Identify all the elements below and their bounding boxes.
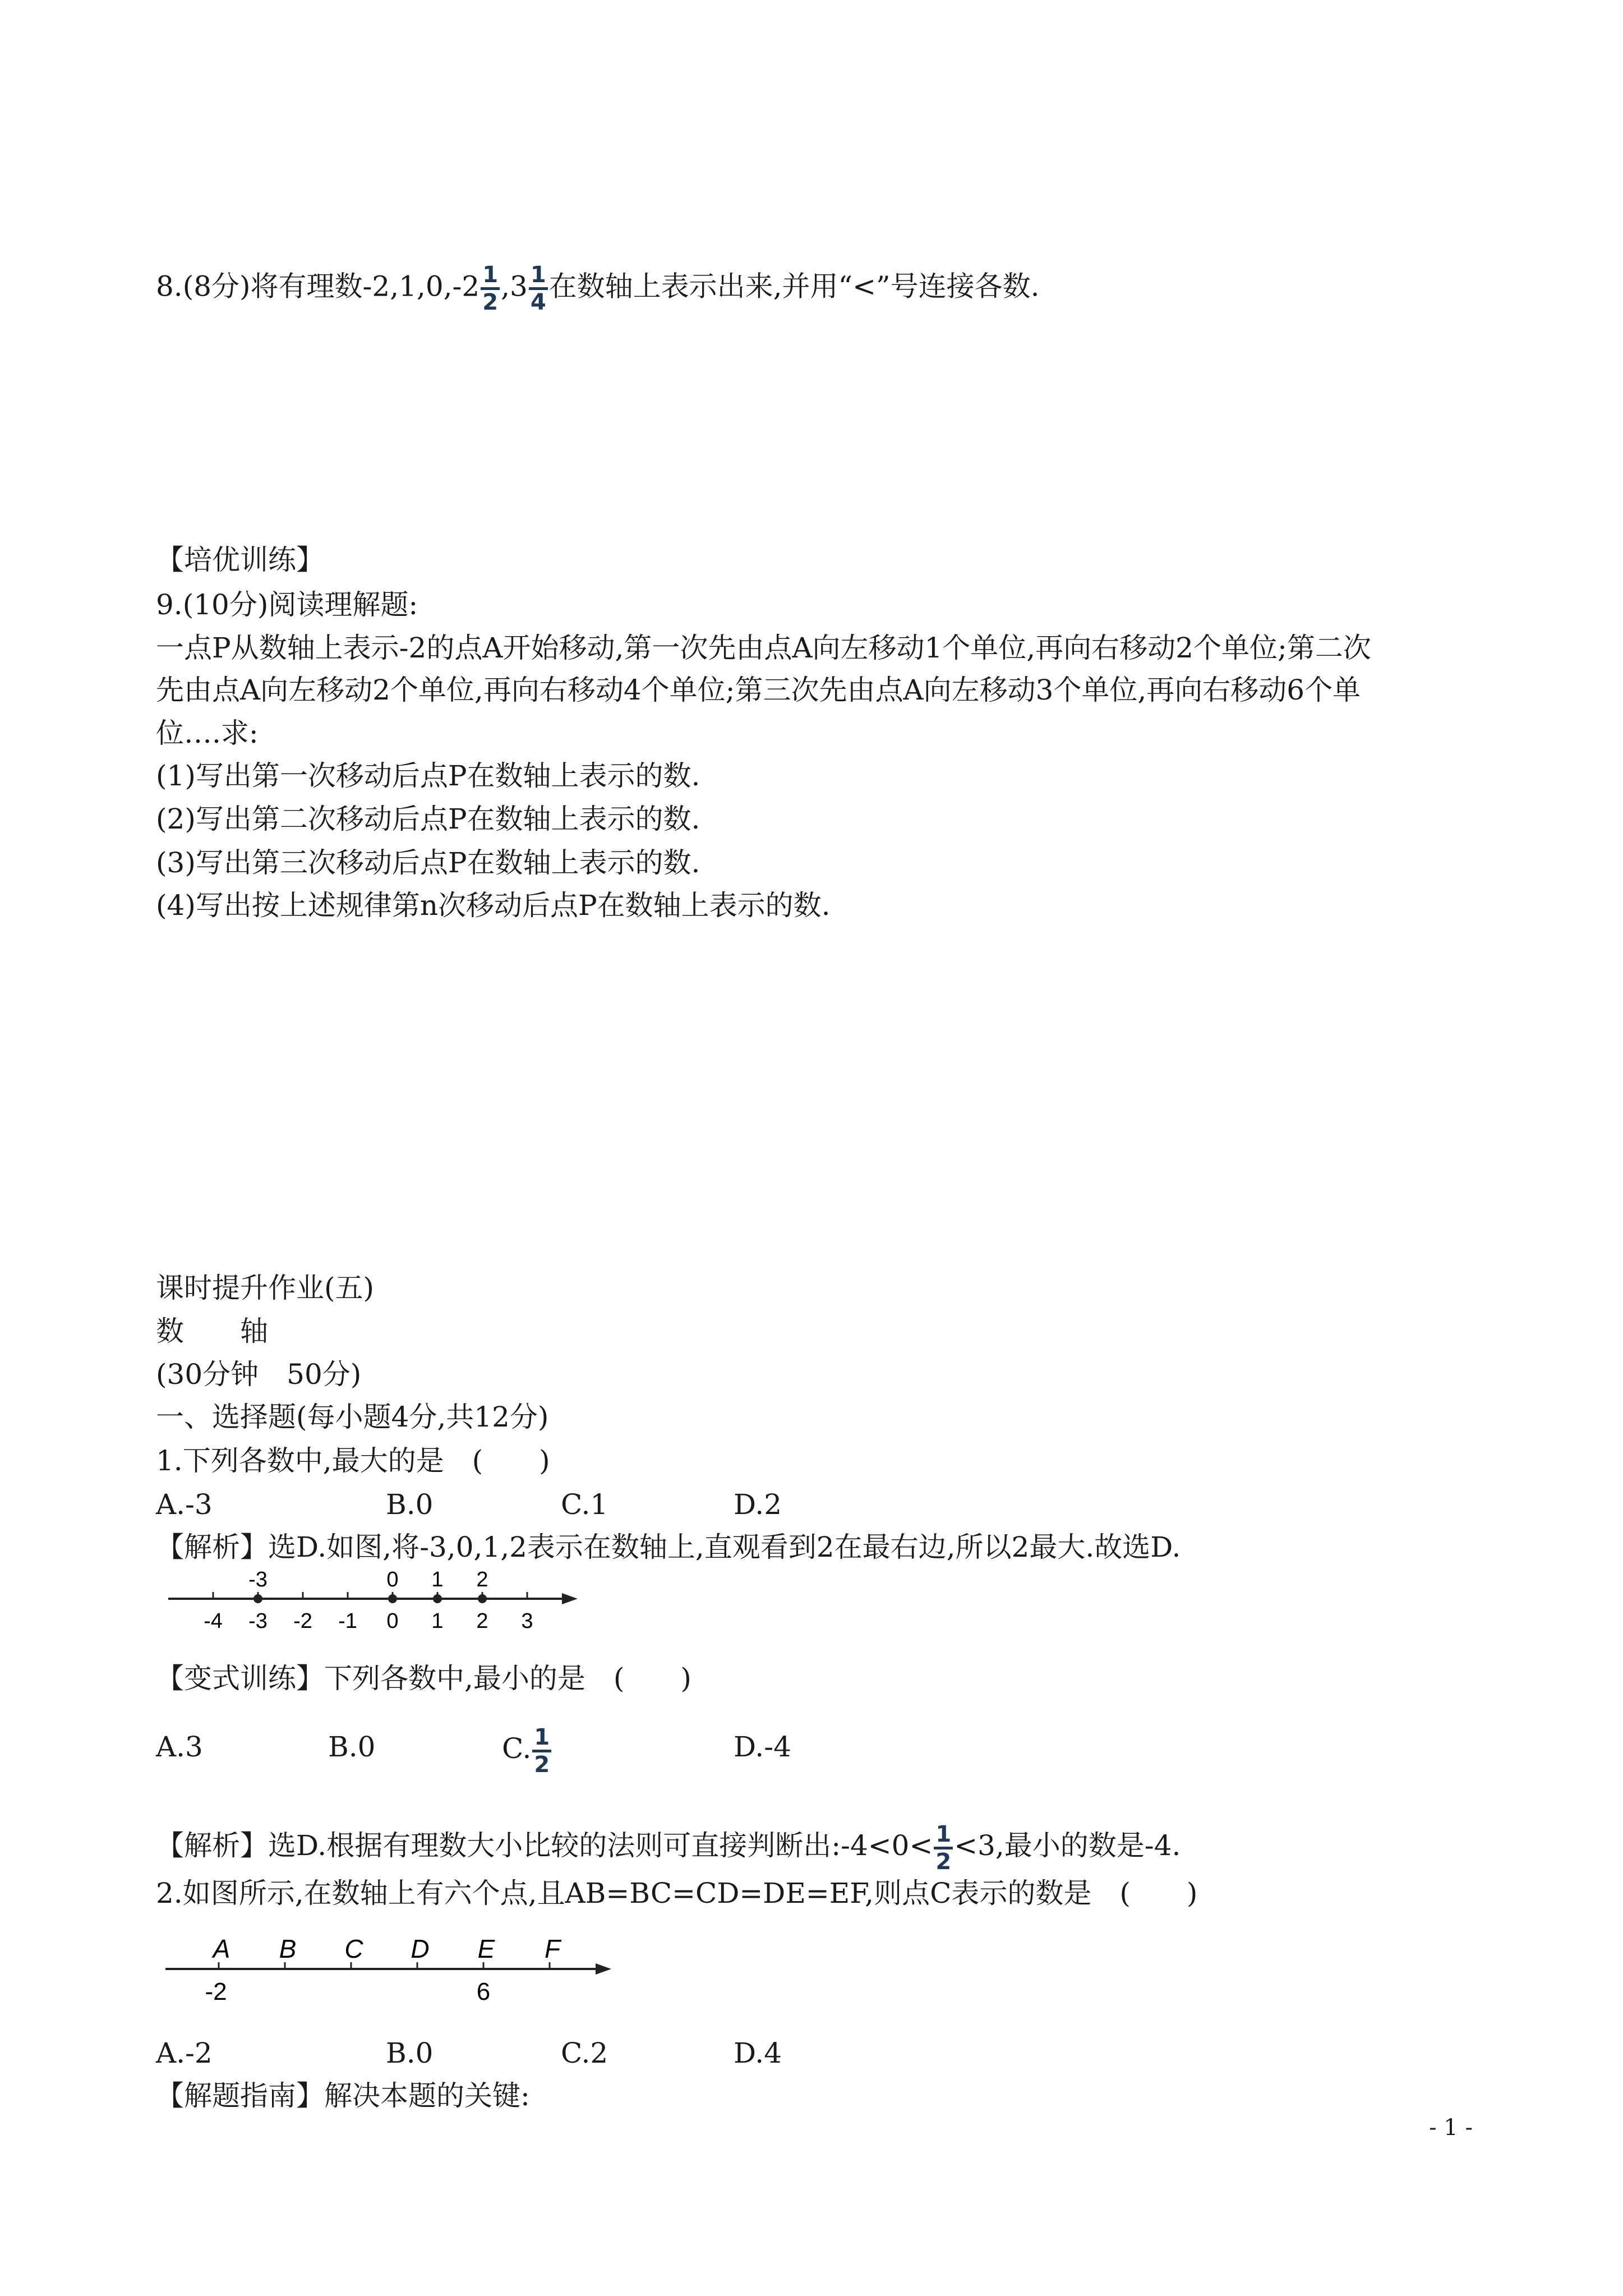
point-label-e: E xyxy=(477,1934,495,1963)
q9-body-3: 位….求: xyxy=(156,717,259,749)
q9-part-4: (4)写出按上述规律第n次移动后点P在数轴上表示的数. xyxy=(156,889,831,922)
tick-label-neg3: -3 xyxy=(248,1609,268,1633)
fraction-one-half: $\frac{1}{2}$ xyxy=(481,264,500,314)
q8-prefix: 8.(8分)将有理数-2,1,0,-2 xyxy=(156,270,480,303)
q2-option-c: C.2 xyxy=(561,2037,608,2069)
fraction-one-half: $\frac{1}{2}$ xyxy=(934,1823,953,1873)
tick-label-neg4: -4 xyxy=(204,1609,223,1633)
point-label-neg3: -3 xyxy=(248,1568,268,1591)
variant-option-c: C. $\frac{1}{2}$ xyxy=(502,1712,552,1785)
q1-option-a: A.-3 xyxy=(156,1488,213,1521)
lesson-time: (30分钟 50分) xyxy=(156,1358,362,1391)
q9-part-1: (1)写出第一次移动后点P在数轴上表示的数. xyxy=(156,760,700,792)
fraction-one-half: $\frac{1}{2}$ xyxy=(532,1726,551,1776)
q1-stem: 1.下列各数中,最大的是 ( ) xyxy=(156,1444,550,1477)
q2-stem: 2.如图所示,在数轴上有六个点,且AB=BC=CD=DE=EF,则点C表示的数是 ( ) xyxy=(156,1877,1198,1910)
section-title: 【培优训练】 xyxy=(156,544,324,576)
point-dot-0 xyxy=(388,1594,397,1603)
q1-option-c: C.1 xyxy=(561,1488,608,1521)
point-label-d: D xyxy=(411,1934,430,1963)
point-label-c: C xyxy=(344,1934,363,1963)
tick-label-0: 0 xyxy=(386,1609,399,1633)
part-one-heading: 一、选择题(每小题4分,共12分) xyxy=(156,1401,549,1433)
q9-title: 9.(10分)阅读理解题: xyxy=(156,588,418,621)
q1-number-line xyxy=(163,1565,589,1644)
q9-body-1: 一点P从数轴上表示-2的点A开始移动,第一次先由点A向左移动1个单位,再向右移动2个单位;第二次 xyxy=(156,632,1371,664)
tick-label-3: 3 xyxy=(521,1609,533,1633)
q2-option-a: A.-2 xyxy=(156,2037,213,2069)
variant-option-a: A.3 xyxy=(156,1731,203,1763)
point-label-a: A xyxy=(213,1934,230,1963)
tick-label-2: 2 xyxy=(476,1609,488,1633)
q8-suffix: 在数轴上表示出来,并用“<”号连接各数. xyxy=(548,270,1040,303)
variant-option-b: B.0 xyxy=(328,1731,376,1763)
point-label-0: 0 xyxy=(386,1568,399,1591)
lesson-title: 课时提升作业(五) xyxy=(156,1272,375,1304)
point-dot-1 xyxy=(433,1594,442,1603)
value-label-6: 6 xyxy=(476,1978,491,2005)
point-dot-2 xyxy=(478,1594,487,1603)
q9-part-2: (2)写出第二次移动后点P在数轴上表示的数. xyxy=(156,803,700,835)
point-label-f: F xyxy=(544,1934,561,1963)
tick-label-1: 1 xyxy=(431,1609,444,1633)
variant-option-d: D.-4 xyxy=(734,1731,791,1763)
point-label-2: 2 xyxy=(476,1568,488,1591)
tick-label-neg1: -1 xyxy=(338,1609,357,1633)
q2-option-d: D.4 xyxy=(734,2037,782,2069)
point-dot-neg3 xyxy=(253,1594,262,1603)
q1-analysis: 【解析】选D.如图,将-3,0,1,2表示在数轴上,直观看到2在最右边,所以2最大.故选D. xyxy=(156,1531,1181,1563)
tick-label-neg2: -2 xyxy=(293,1609,312,1633)
variant-analysis: 【解析】选D.根据有理数大小比较的法则可直接判断出:-4<0< $\frac{1}{2}$ <3,最小的数是-4. xyxy=(156,1821,1181,1875)
q9-part-3: (3)写出第三次移动后点P在数轴上表示的数. xyxy=(156,846,700,879)
q2-guide: 【解题指南】解决本题的关键: xyxy=(156,2079,530,2112)
q2-number-line xyxy=(163,1930,623,2014)
q2-option-b: B.0 xyxy=(386,2037,434,2069)
q9-body-2: 先由点A向左移动2个单位,再向右移动4个单位;第三次先由点A向左移动3个单位,再向右移动6个单 xyxy=(156,674,1361,706)
lesson-topic: 数 轴 xyxy=(156,1315,268,1347)
q1-option-b: B.0 xyxy=(386,1488,434,1521)
fraction-one-quarter: $\frac{1}{4}$ xyxy=(529,264,548,314)
page-number: - 1 - xyxy=(1429,2115,1473,2141)
value-label-neg2: -2 xyxy=(205,1978,227,2005)
q8-line xyxy=(156,264,1039,314)
q8-mid: ,3 xyxy=(501,270,528,303)
point-label-1: 1 xyxy=(431,1568,444,1591)
q1-option-d: D.2 xyxy=(734,1488,782,1521)
variant-stem: 【变式训练】下列各数中,最小的是 ( ) xyxy=(156,1662,691,1695)
point-label-b: B xyxy=(279,1934,297,1963)
